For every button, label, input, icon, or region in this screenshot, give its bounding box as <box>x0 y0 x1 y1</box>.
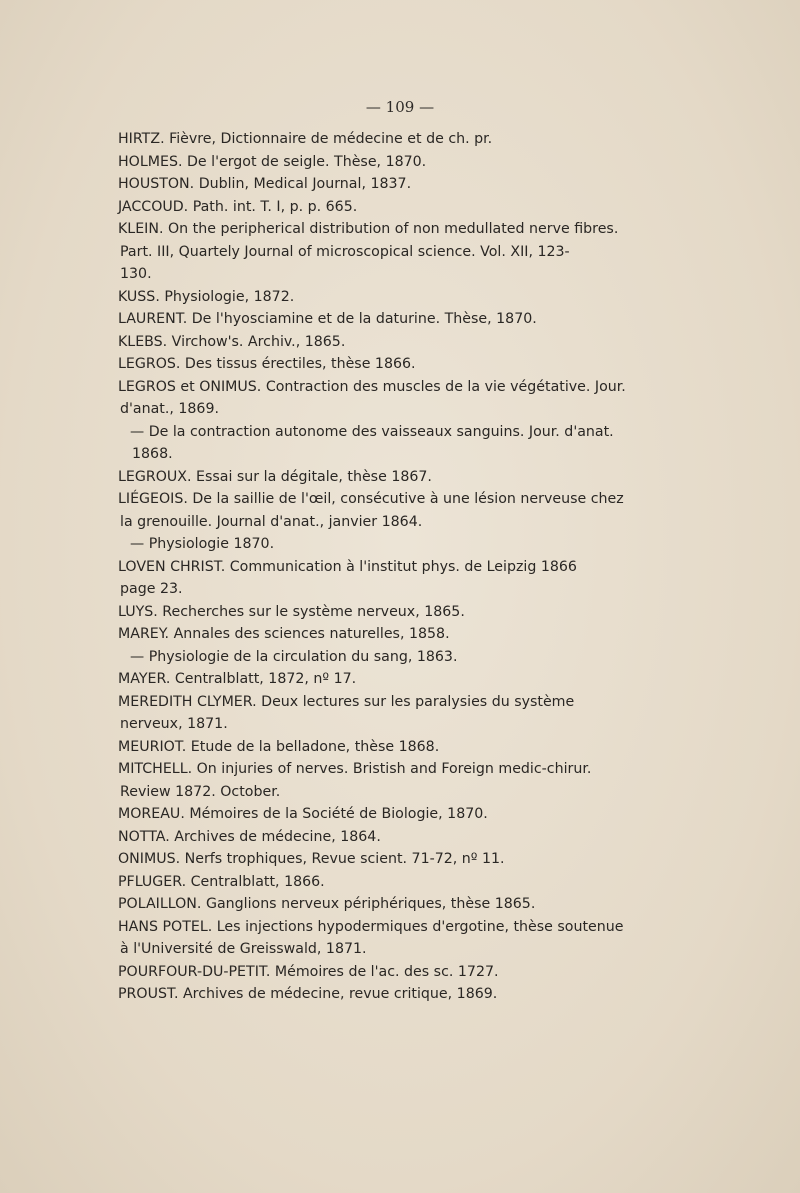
bibliography-entry <box>118 848 658 871</box>
bibliography-entry <box>118 893 658 916</box>
bibliography-entry <box>118 916 658 961</box>
entry-line: LEGROS. Des tissus érectiles, thèse 1866. <box>118 356 416 372</box>
entry-line: KLEIN. On the peripherical distribution of non medullated nerve fibres. <box>118 221 619 237</box>
entry-line: LEGROUX. Essai sur la dégitale, thèse 1867. <box>118 468 432 485</box>
entry-line: page 23. <box>120 581 183 597</box>
entry-line: LAURENT. De l'hyosciamine et de la daturine. Thèse, 1870. <box>118 311 537 327</box>
bibliography-entry <box>118 668 658 691</box>
entry-line: 130. <box>120 266 152 282</box>
entry-line: nerveux, 1871. <box>120 716 228 732</box>
entry-line: PFLUGER. Centralblatt, 1866. <box>118 873 325 890</box>
bibliography-entry <box>118 533 658 556</box>
bibliography-entry <box>118 961 658 984</box>
bibliography-entry <box>118 983 658 1006</box>
entry-line: 1868. <box>132 446 173 462</box>
bibliography-entry <box>118 376 658 421</box>
entry-line: MOREAU. Mémoires de la Société de Biologie, 1870. <box>118 806 488 822</box>
entry-line: LEGROS et ONIMUS. Contraction des muscles de la vie végétative. Jour. <box>118 378 626 395</box>
entry-line: LUYS. Recherches sur le système nerveux, 1865. <box>118 603 465 620</box>
entry-line: la grenouille. Journal d'anat., janvier 1864. <box>120 513 423 530</box>
entry-line: POLAILLON. Ganglions nerveux périphériques, thèse 1865. <box>118 896 536 912</box>
entry-line: LIÉGEOIS. De la saillie de l'œil, consécutive à une lésion nerveuse chez <box>118 491 624 507</box>
bibliography-entry <box>118 623 658 646</box>
entry-line: PROUST. Archives de médecine, revue critique, 1869. <box>118 986 498 1002</box>
bibliography-list <box>118 128 658 1006</box>
entry-line: d'anat., 1869. <box>120 401 219 417</box>
bibliography-entry <box>118 871 658 894</box>
bibliography-entry <box>118 826 658 849</box>
entry-line: HANS POTEL. Les injections hypodermiques d'ergotine, thèse soutenue <box>118 918 624 935</box>
bibliography-entry <box>118 353 658 376</box>
entry-line: MITCHELL. On injuries of nerves. Bristish and Foreign medic-chirur. <box>118 761 592 777</box>
entry-line: JACCOUD. Path. int. T. I, p. p. 665. <box>118 198 358 215</box>
entry-line: Review 1872. October. <box>120 783 281 800</box>
entry-line: HOUSTON. Dublin, Medical Journal, 1837. <box>118 176 412 192</box>
entry-line: MEREDITH CLYMER. Deux lectures sur les paralysies du système <box>118 693 575 710</box>
bibliography-entry <box>118 488 658 533</box>
bibliography-entry <box>118 466 658 489</box>
bibliography-entry <box>118 331 658 354</box>
entry-line: KUSS. Physiologie, 1872. <box>118 288 295 305</box>
entry-line: HOLMES. De l'ergot de seigle. Thèse, 1870. <box>118 153 427 170</box>
entry-line: — Physiologie de la circulation du sang, 1863. <box>130 648 458 665</box>
bibliography-entry <box>118 196 658 219</box>
bibliography-entry <box>118 556 658 601</box>
bibliography-entry <box>118 286 658 309</box>
page-number: — 109 — <box>365 98 435 116</box>
entry-line: ONIMUS. Nerfs trophiques, Revue scient. 71-72, nº 11. <box>118 851 505 867</box>
entry-line: à l'Université de Greisswald, 1871. <box>120 941 367 957</box>
bibliography-entry <box>118 691 658 736</box>
bibliography-entry <box>118 646 658 669</box>
bibliography-entry <box>118 173 658 196</box>
bibliography-entry <box>118 308 658 331</box>
entry-line: — De la contraction autonome des vaisseaux sanguins. Jour. d'anat. <box>130 423 614 440</box>
bibliography-entry <box>118 736 658 759</box>
bibliography-entry <box>118 803 658 826</box>
bibliography-entry <box>118 758 658 803</box>
bibliography-entry <box>118 151 658 174</box>
bibliography-entry <box>118 421 658 466</box>
entry-line: NOTTA. Archives de médecine, 1864. <box>118 828 381 845</box>
bibliography-entry <box>118 128 658 151</box>
entry-line: MAREY. Annales des sciences naturelles, 1858. <box>118 626 450 642</box>
entry-line: POURFOUR-DU-PETIT. Mémoires de l'ac. des sc. 1727. <box>118 963 499 980</box>
entry-line: — Physiologie 1870. <box>130 536 275 552</box>
bibliography-entry <box>118 218 658 286</box>
bibliography-entry <box>118 601 658 624</box>
entry-line: KLEBS. Virchow's. Archiv., 1865. <box>118 333 346 350</box>
entry-line: HIRTZ. Fièvre, Dictionnaire de médecine et de ch. pr. <box>118 131 493 147</box>
entry-line: Part. III, Quartely Journal of microscopical science. Vol. XII, 123- <box>120 243 570 260</box>
entry-line: MAYER. Centralblatt, 1872, nº 17. <box>118 671 357 687</box>
entry-line: LOVEN CHRIST. Communication à l'institut phys. de Leipzig 1866 <box>118 558 577 575</box>
entry-line: MEURIOT. Etude de la belladone, thèse 1868. <box>118 738 440 755</box>
